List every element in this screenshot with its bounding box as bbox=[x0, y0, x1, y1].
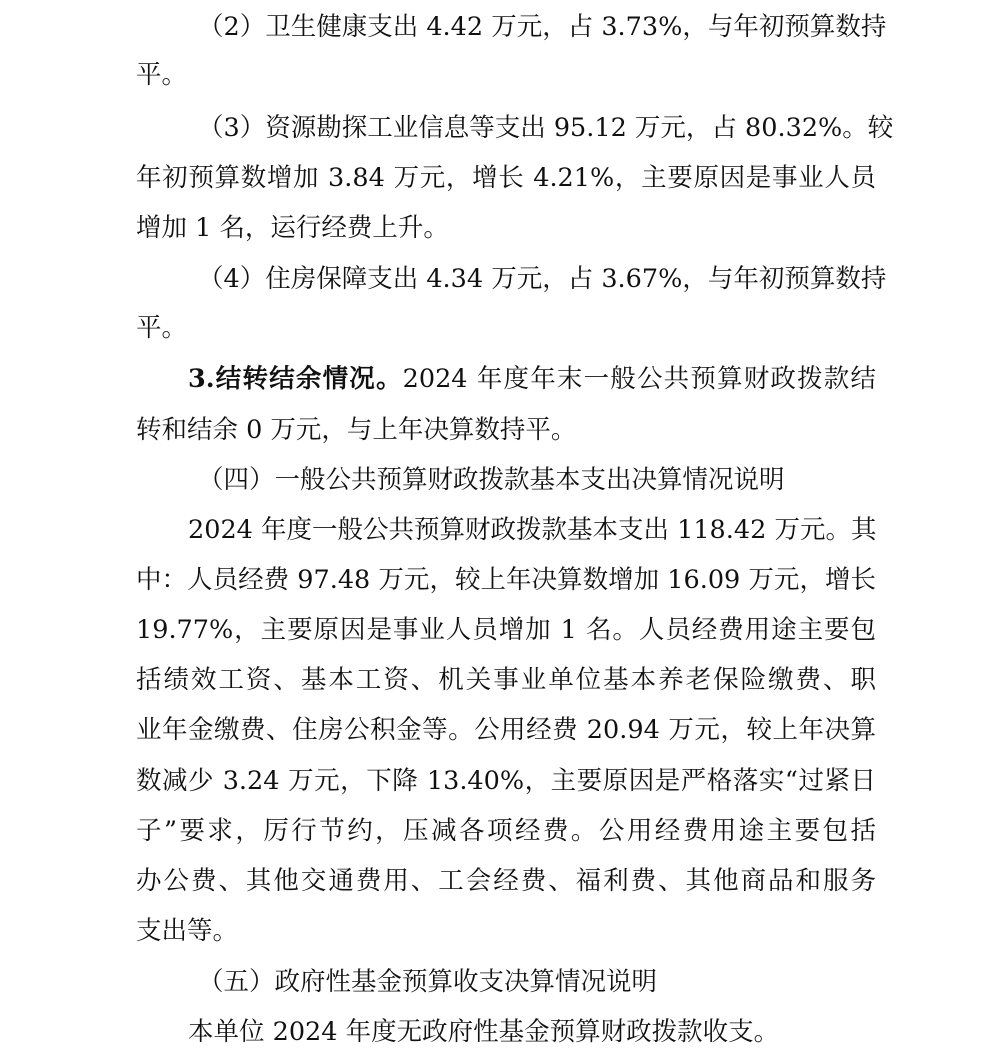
line-text: 子”要求，厉行节约，压减各项经费。公用经费用途主要包括 bbox=[136, 816, 876, 846]
paragraph-line bbox=[136, 203, 449, 253]
paragraph-line bbox=[136, 153, 876, 203]
paragraph-line bbox=[188, 505, 876, 555]
line-text: 年初预算数增加 3.84 万元，增长 4.21%，主要原因是事业人员 bbox=[136, 163, 876, 193]
line-text: 2024 年度一般公共预算财政拨款基本支出 118.42 万元。其 bbox=[188, 515, 877, 545]
paragraph-line bbox=[136, 756, 876, 806]
line-text: 业年金缴费、住房公积金等。公用经费 20.94 万元，较上年决算 bbox=[136, 715, 876, 745]
paragraph-line bbox=[188, 1007, 779, 1057]
heading-text: （五）政府性基金预算收支决算情况说明 bbox=[198, 967, 658, 997]
paragraph-line bbox=[136, 856, 876, 906]
line-text: 办公费、其他交通费用、工会经费、福利费、其他商品和服务 bbox=[136, 866, 876, 896]
line-text: 数减少 3.24 万元，下降 13.40%，主要原因是严格落实“过紧日 bbox=[136, 766, 876, 796]
line-text: 转和结余 0 万元，与上年决算数持平。 bbox=[136, 415, 577, 445]
line-text: 平。 bbox=[136, 313, 188, 343]
line-text: 增加 1 名，运行经费上升。 bbox=[136, 213, 449, 243]
line-text: 支出等。 bbox=[136, 916, 239, 946]
paragraph-line bbox=[136, 555, 876, 605]
paragraph-line bbox=[188, 354, 876, 404]
line-text: 19.77%，主要原因是事业人员增加 1 名。人员经费用途主要包 bbox=[136, 615, 876, 645]
paragraph-line bbox=[136, 50, 187, 100]
heading-text: （四）一般公共预算财政拨款基本支出决算情况说明 bbox=[198, 465, 785, 495]
line-text: 平。 bbox=[136, 60, 188, 90]
paragraph-line bbox=[198, 103, 894, 153]
paragraph-line bbox=[136, 655, 876, 705]
paragraph-line bbox=[136, 405, 576, 455]
paragraph-line bbox=[136, 303, 187, 353]
paragraph-line bbox=[136, 906, 238, 956]
paragraph-line bbox=[198, 254, 887, 304]
paragraph-line bbox=[136, 605, 876, 655]
line-text: 中：人员经费 97.48 万元，较上年决算数增加 16.09 万元，增长 bbox=[136, 565, 876, 595]
line-text: （2）卫生健康支出 4.42 万元，占 3.73%，与年初预算数持 bbox=[198, 12, 887, 42]
section-heading bbox=[198, 957, 657, 1007]
line-text: 2024 年度年末一般公共预算财政拨款结 bbox=[402, 364, 876, 394]
line-text: 本单位 2024 年度无政府性基金预算财政拨款收支。 bbox=[188, 1017, 780, 1047]
paragraph-line bbox=[136, 806, 876, 856]
line-text: （3）资源勘探工业信息等支出 95.12 万元，占 80.32%。较 bbox=[198, 113, 894, 143]
paragraph-line bbox=[198, 2, 887, 52]
section-label: 3.结转结余情况。 bbox=[188, 364, 403, 394]
paragraph-line bbox=[136, 705, 876, 755]
line-text: 括绩效工资、基本工资、机关事业单位基本养老保险缴费、职 bbox=[136, 665, 876, 695]
section-heading bbox=[198, 455, 785, 505]
line-text: （4）住房保障支出 4.34 万元，占 3.67%，与年初预算数持 bbox=[198, 264, 887, 294]
